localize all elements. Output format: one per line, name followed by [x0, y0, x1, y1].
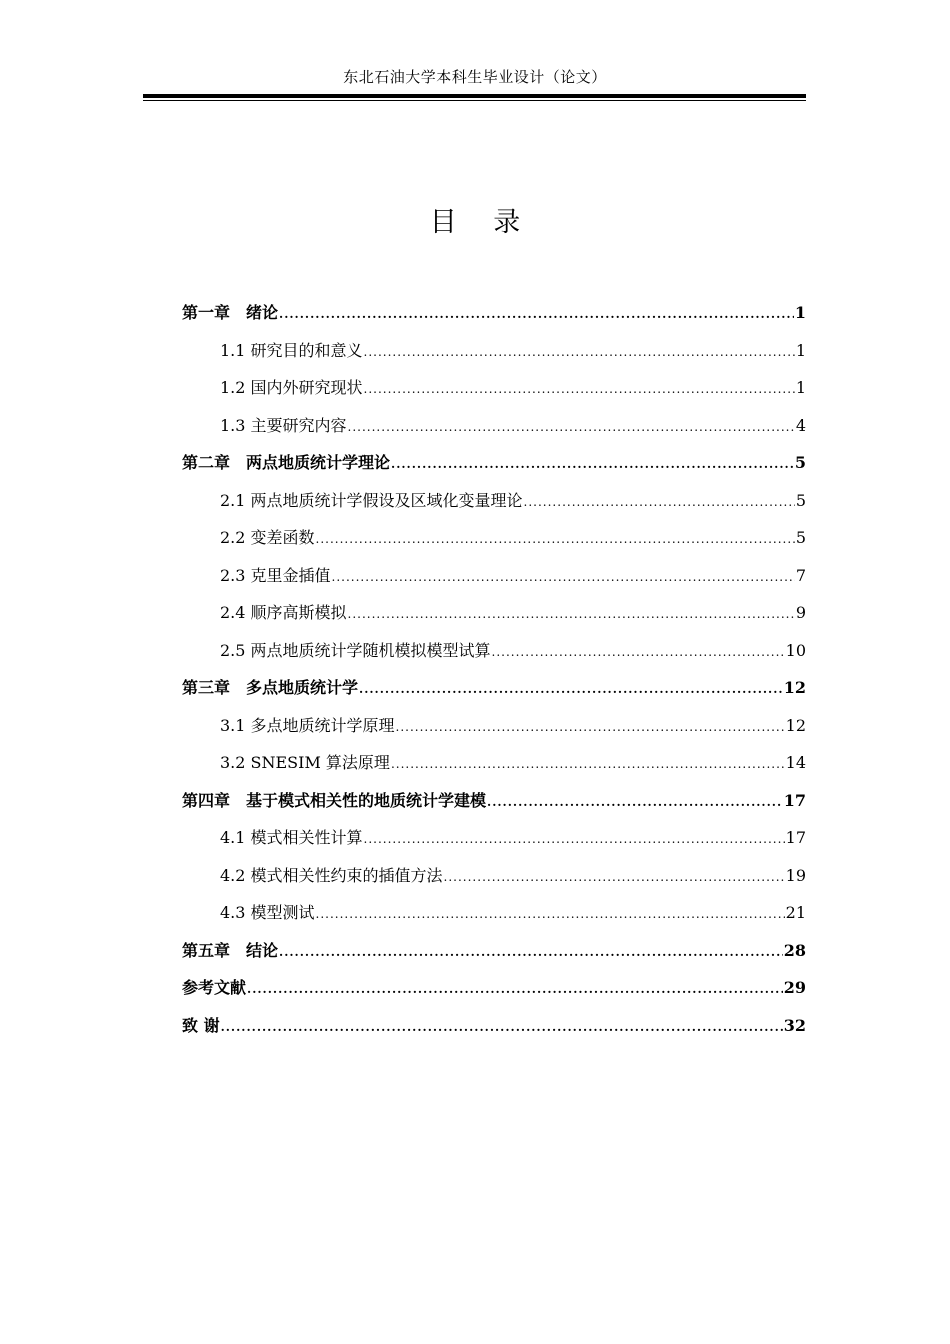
- toc-dot-leader: [279, 934, 783, 972]
- toc-entry-label: 第三章 多点地质统计学: [182, 678, 359, 697]
- toc-dot-leader: [348, 596, 795, 634]
- toc-chapter-entry[interactable]: [182, 444, 806, 482]
- header-rule-thick: [143, 94, 806, 98]
- toc-page-number: 1: [795, 378, 806, 397]
- toc-section-entry[interactable]: [182, 557, 806, 595]
- toc-page-number: 1: [795, 340, 806, 360]
- toc-dot-leader: [221, 1009, 783, 1047]
- toc-section-entry[interactable]: [182, 482, 806, 520]
- toc-page-number: 19: [785, 865, 806, 885]
- toc-entry-label: 参考文献: [182, 978, 247, 997]
- toc-page-number: 10: [785, 640, 806, 660]
- toc-entry-label: 第五章 结论: [182, 940, 279, 960]
- toc-entry-label: 2.4 顺序高斯模拟: [220, 603, 347, 622]
- toc-dot-leader: [279, 296, 794, 334]
- toc-page-number: 5: [794, 453, 806, 472]
- toc-section-entry[interactable]: [182, 857, 806, 895]
- toc-dot-leader: [364, 821, 785, 859]
- toc-section-entry[interactable]: [182, 407, 806, 445]
- toc-dot-leader: [359, 671, 783, 709]
- toc-page-number: 4: [795, 415, 806, 435]
- toc-page-number: 14: [785, 753, 806, 772]
- toc-page-number: 17: [783, 790, 806, 810]
- toc-page-number: 29: [783, 978, 806, 997]
- toc-entry-label: 1.1 研究目的和意义: [220, 340, 363, 360]
- table-of-contents: [182, 294, 806, 1044]
- toc-page-number: 12: [785, 715, 806, 735]
- toc-page-number: 5: [795, 490, 806, 510]
- toc-section-entry[interactable]: [182, 894, 806, 932]
- toc-dot-leader: [364, 371, 795, 409]
- toc-section-entry[interactable]: [182, 594, 806, 632]
- toc-entry-label: 2.2 变差函数: [220, 528, 315, 547]
- toc-entry-label: 3.1 多点地质统计学原理: [220, 715, 395, 735]
- toc-chapter-entry[interactable]: [182, 1007, 806, 1045]
- toc-entry-label: 第一章 绪论: [182, 303, 279, 322]
- toc-entry-label: 第四章 基于模式相关性的地质统计学建模: [182, 790, 487, 810]
- toc-dot-leader: [247, 971, 783, 1009]
- toc-entry-label: 4.1 模式相关性计算: [220, 828, 363, 847]
- toc-page-number: 1: [794, 303, 806, 322]
- toc-page-number: 7: [795, 565, 806, 585]
- toc-entry-label: 致 谢: [182, 1015, 220, 1035]
- toc-entry-label: 2.5 两点地质统计学随机模拟模型试算: [220, 640, 491, 660]
- toc-page-number: 9: [795, 603, 806, 622]
- toc-section-entry[interactable]: [182, 519, 806, 557]
- toc-page-number: 5: [795, 528, 806, 547]
- toc-chapter-entry[interactable]: [182, 294, 806, 332]
- toc-section-entry[interactable]: [182, 632, 806, 670]
- toc-dot-leader: [332, 559, 795, 597]
- toc-entry-label: 2.3 克里金插值: [220, 565, 331, 585]
- toc-section-entry[interactable]: [182, 332, 806, 370]
- toc-page-number: 32: [783, 1015, 806, 1035]
- toc-dot-leader: [444, 859, 785, 897]
- toc-entry-label: 1.3 主要研究内容: [220, 415, 347, 435]
- toc-entry-label: 4.3 模型测试: [220, 903, 315, 922]
- toc-entry-label: 2.1 两点地质统计学假设及区域化变量理论: [220, 490, 523, 510]
- toc-dot-leader: [524, 484, 795, 522]
- toc-dot-leader: [364, 334, 795, 372]
- toc-chapter-entry[interactable]: [182, 782, 806, 820]
- toc-dot-leader: [391, 446, 794, 484]
- toc-dot-leader: [492, 634, 785, 672]
- toc-chapter-entry[interactable]: [182, 669, 806, 707]
- toc-dot-leader: [316, 521, 795, 559]
- toc-section-entry[interactable]: [182, 369, 806, 407]
- toc-dot-leader: [487, 784, 783, 822]
- toc-dot-leader: [396, 709, 785, 747]
- toc-entry-label: 3.2 SNESIM 算法原理: [220, 753, 390, 772]
- running-header: 东北石油大学本科生毕业设计（论文）: [343, 68, 607, 86]
- header-rule-thin: [143, 100, 806, 101]
- toc-section-entry[interactable]: [182, 707, 806, 745]
- toc-page-number: 12: [783, 678, 806, 697]
- toc-chapter-entry[interactable]: [182, 969, 806, 1007]
- toc-dot-leader: [348, 409, 795, 447]
- toc-page-number: 28: [783, 940, 806, 960]
- toc-entry-label: 第二章 两点地质统计学理论: [182, 453, 391, 472]
- toc-dot-leader: [391, 746, 785, 784]
- toc-page-number: 21: [785, 903, 806, 922]
- toc-chapter-entry[interactable]: [182, 932, 806, 970]
- toc-entry-label: 1.2 国内外研究现状: [220, 378, 363, 397]
- page-title: 目 录: [429, 207, 535, 238]
- toc-page-number: 17: [785, 828, 806, 847]
- toc-entry-label: 4.2 模式相关性约束的插值方法: [220, 865, 443, 885]
- toc-dot-leader: [316, 896, 785, 934]
- toc-section-entry[interactable]: [182, 819, 806, 857]
- toc-section-entry[interactable]: [182, 744, 806, 782]
